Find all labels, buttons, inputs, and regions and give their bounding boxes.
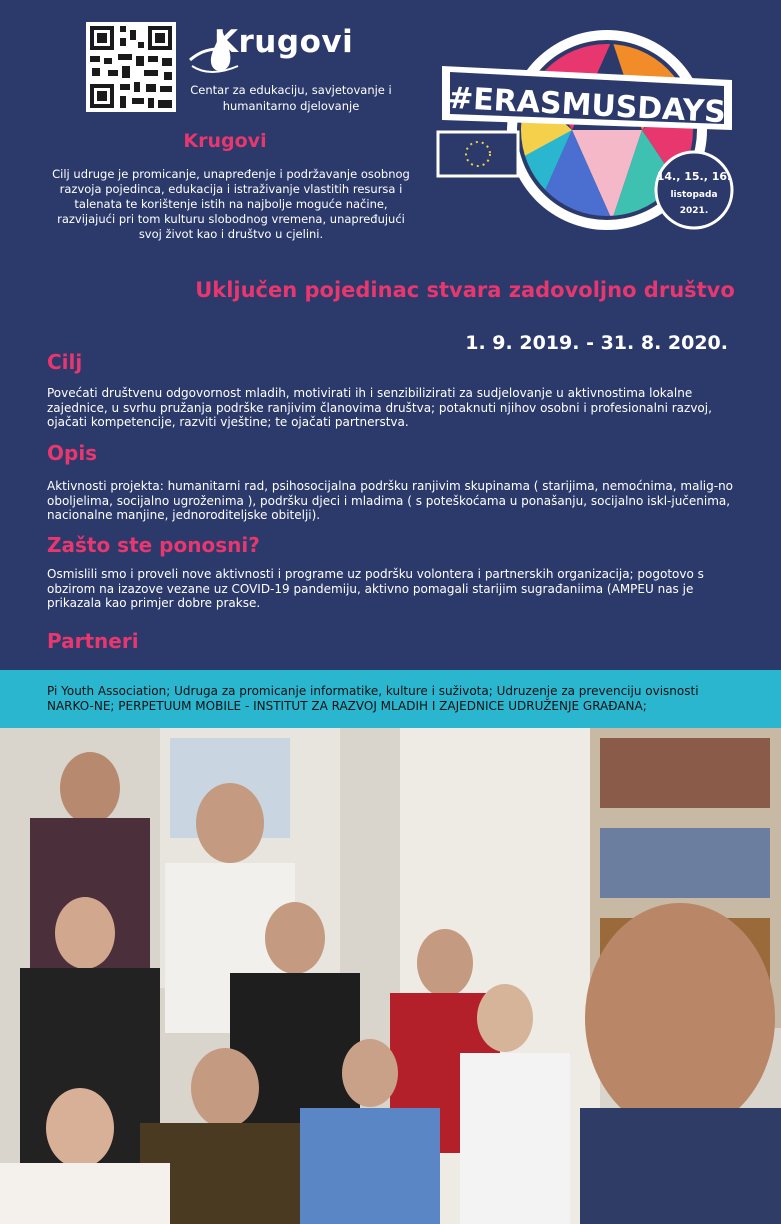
- badge-dates-2: listopada: [670, 190, 718, 200]
- text-opis: Aktivnosti projekta: humanitarni rad, psihosocijalna podršku ranjivim skupinama ( starijima, nemoćnima, malig-no oboljelima, socijalno ugroženima ), podršku djeci i mladima ( s poteškoćama u ponašanju, socijalno iskl-jučenima, nacionalne manjine, jednoroditeljske obitelji).: [47, 479, 734, 522]
- text-ponos: Osmislili smo i proveli nove aktivnosti i programe uz podršku volontera i partnerskih organizacija; pogotovo s obzirom na izazove vezane uz COVID-19 pandemiju, aktivno pomagali starijim sugrađaniima (AMPEU nas je prikazala kao primjer dobre prakse.: [47, 567, 704, 610]
- partners-text: Pi Youth Association; Udruga za promicanje informatike, kulture i suživota; Udruzenje za prevenciju ovisnosti NARKO-NE; PERPETUUM MOBILE - INSTITUT ZA RAZVOJ MLADIH I ZAJEDNICE UDRUŽENJE GRAĐANA;: [47, 684, 699, 713]
- badge-hashtag: #ERASMUSDAYS: [447, 80, 727, 131]
- project-dates: 1. 9. 2019. - 31. 8. 2020.: [465, 332, 728, 354]
- tagline: Centar za edukaciju, savjetovanje i humanitarno djelovanje: [190, 83, 392, 113]
- eu-flag-icon: [438, 132, 518, 176]
- group-photo: [0, 728, 781, 1224]
- org-description: Cilj udruge je promicanje, unapređenje i podržavanje osobnog razvoja pojedinca, edukacija i istraživanje vlastitih resursa i talenata te korištenje istih na najbolje moguće načine, razvijajući pri tom kulturu slobodnog vremena, unapređujući svoj život kao i društvo u cjelini.: [52, 167, 410, 241]
- heading-opis: Opis: [47, 441, 98, 465]
- erasmusdays-badge: [432, 20, 762, 240]
- heading-partneri: Partneri: [47, 629, 139, 653]
- org-title: Krugovi: [183, 130, 267, 152]
- logo-wordmark: Krugovi: [214, 24, 354, 60]
- qr-code-icon: [86, 22, 176, 112]
- text-cilj: Povećati društvenu odgovornost mladih, motivirati ih i senzibilizirati za sudjelovanje u aktivnostima lokalne zajednice, u svrhu pružanja podrške ranjivim članovima društva; potaknuti njihov osobni i profesionalni razvoj, ojačati kompetencije, razviti vještine; te ojačati partnerstva.: [47, 386, 712, 429]
- heading-cilj: Cilj: [47, 350, 83, 374]
- badge-dates-1: 14., 15., 16.: [656, 170, 732, 183]
- heading-ponos: Zašto ste ponosni?: [47, 533, 260, 557]
- badge-dates-3: 2021.: [679, 206, 709, 216]
- project-title: Uključen pojedinac stvara zadovoljno društvo: [195, 278, 735, 302]
